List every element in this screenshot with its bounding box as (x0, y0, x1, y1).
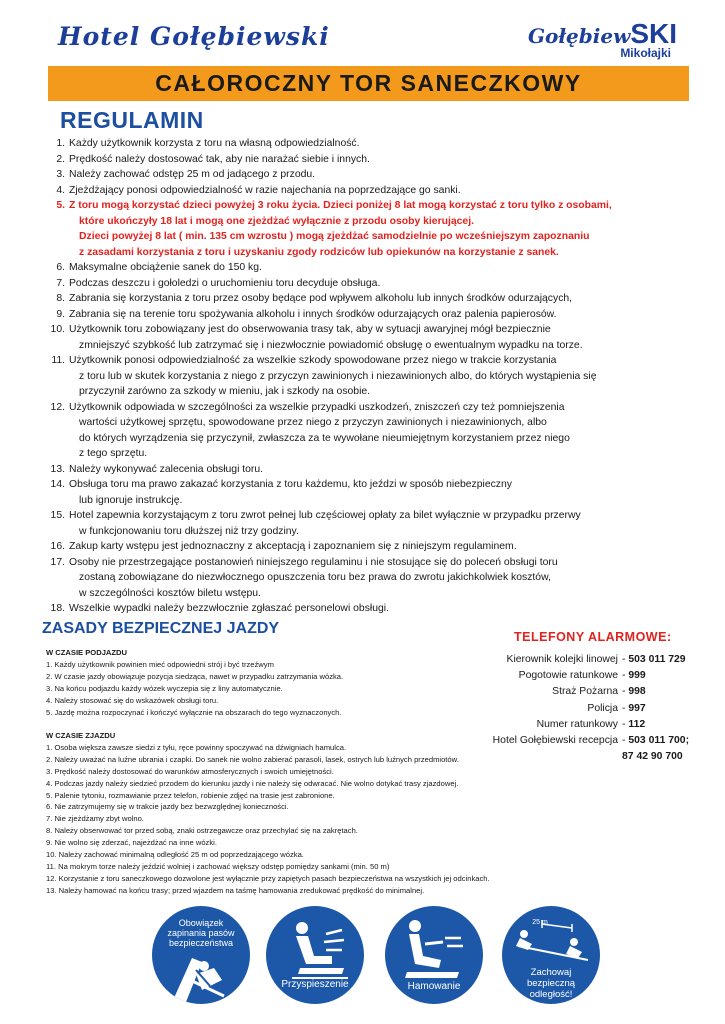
seatbelt-caption-1: Obowiązek (178, 918, 224, 928)
rule-item (40, 307, 680, 323)
rule-item (40, 353, 680, 400)
rule-text-line: Maksymalne obciążenie sanek do 150 kg. (69, 262, 262, 273)
safety-rule-line: 2. Należy uważać na luźne ubrania i czapki. Do sanek nie wolno zabierać parasoli, lasek, ostrych lub luźnych przedmiotów. (46, 754, 459, 764)
rule-text-line: z toru lub w skutek korzystania z niego z przyczyn zawinionych i niezawinionych albo, do których wystąpienia się (79, 370, 597, 382)
phone-name: Numer ratunkowy (536, 718, 618, 730)
rule-text-line: Obsługa toru ma prawo zakazać korzystania z toru każdemu, kto jeździ w sposób niebezpieczny (69, 479, 512, 490)
rule-item (40, 400, 680, 462)
distance-icon (502, 906, 600, 1004)
phone-dash: - (622, 702, 626, 714)
uphill-section (46, 647, 486, 718)
phone-number: 503 011 729 (628, 654, 686, 665)
pictogram-row (0, 906, 725, 1016)
phone-number: 998 (628, 686, 646, 698)
rule-text-line: Dzieci powyżej 8 lat ( min. 135 cm wzrostu ) mogą zjeżdżać samodzielnie po wcześniejszym zapoznaniu (79, 231, 590, 242)
phone-name: Kierownik kolejki linowej (506, 654, 618, 665)
phone-row (440, 717, 710, 733)
ski-logo-ski: SKI (630, 18, 677, 49)
rule-item (40, 136, 680, 152)
rule-text-line: do których wyrządzenia się przyczynił, zwłaszcza za te wywołane nieumiejętnym korzystaniem przez niego (79, 432, 570, 444)
rule-number: 10. (50, 324, 65, 335)
braking-icon (385, 906, 483, 1004)
regulamin-title: REGULAMIN (60, 107, 204, 133)
rule-text-line: Osoby nie przestrzegające postanowień niniejszego regulaminu i nie stosujące się do poleceń obsługi toru (69, 556, 558, 568)
rule-number: 12. (50, 401, 65, 413)
rule-text-line: Użytkownik toru zobowiązany jest do obserwowania trasy tak, aby w sytuacji awaryjnej mógł bezpiecznie (69, 324, 551, 335)
phone-number: 503 011 700; (628, 735, 690, 747)
ski-logo-sub: Mikołajki (620, 46, 671, 60)
safety-rule-line: 4. Należy stosować się do wskazówek obsługi toru. (46, 695, 219, 705)
rule-number: 8. (56, 293, 65, 304)
acceleration-caption: Przyspieszenie (281, 979, 349, 990)
rule-text-line: Zabrania się korzystania z toru przez osoby będące pod wpływem alkoholu lub innych środków odurzających, (69, 293, 573, 304)
rule-number: 16. (50, 541, 65, 552)
phone-row (440, 701, 710, 717)
safety-rules-title: ZASADY BEZPIECZNEJ JAZDY (42, 620, 280, 637)
phone-row (440, 652, 710, 668)
rule-text-line: Użytkownik odpowiada w szczególności za wszelkie przypadki uszkodzeń, zniszczeń czy też pomniejszenia (69, 401, 565, 413)
safety-rule-line: 10. Należy zachować minimalną odległość 25 m od poprzedzającego wózka. (46, 850, 304, 860)
uphill-heading: W CZASIE PODJAZDU (46, 648, 128, 657)
rule-item (40, 183, 680, 199)
rule-number: 7. (56, 277, 65, 289)
phone-name: Policja (587, 702, 618, 714)
rule-item (40, 322, 680, 353)
ski-logo-brand: Gołębiew (527, 24, 631, 48)
rule-number: 18. (50, 603, 65, 614)
rule-item (40, 291, 680, 307)
rule-item (40, 539, 680, 555)
rule-item (40, 276, 680, 292)
rule-number: 11. (51, 355, 65, 366)
rule-item (40, 152, 680, 168)
rule-text-line: Hotel zapewnia korzystającym z toru zwrot pełnej lub częściowej opłaty za bilet wyłącznie w przypadku przerwy (69, 510, 581, 521)
distance-caption-1: Zachowaj (530, 967, 572, 978)
distance-label: 25 m (532, 919, 548, 926)
seatbelt-icon (152, 906, 250, 1004)
phone-row (440, 733, 710, 749)
rule-text-line: Podczas deszczu i gołoledzi o uruchomieniu toru decyduje obsługa. (69, 277, 381, 289)
safety-rule-line: 13. Należy hamować na końcu trasy; przed wjazdem na taśmę hamowania zredukować prędkość do minimalnej. (46, 885, 425, 895)
rule-number: 13. (50, 463, 65, 475)
phone-name: Hotel Gołębiewski recepcja (492, 735, 618, 747)
phones-list (440, 652, 710, 765)
acceleration-icon (266, 906, 364, 1004)
safety-rule-line: 2. W czasie jazdy obowiązuje pozycja siedząca, nawet w przypadku zatrzymania wózka. (46, 671, 344, 681)
phone-dash: - (622, 718, 626, 730)
rule-text-line: Każdy użytkownik korzysta z toru na własną odpowiedzialność. (69, 138, 360, 149)
safety-rule-line: 9. Nie wolno się zderzać, najeżdżać na inne wózki. (46, 838, 217, 848)
phone-dash: - (622, 654, 626, 665)
rule-number: 9. (56, 308, 65, 320)
rule-text-line: z zasadami korzystania z toru i uzyskaniu zgody rodziców lub opiekunów na korzystanie z sanek. (79, 246, 559, 258)
rule-text-line: Należy zachować odstęp 25 m od jadącego z przodu. (69, 169, 316, 180)
phone-name: Straż Pożarna (552, 686, 618, 698)
safety-rule-line: 1. Osoba większa zawsze siedzi z tyłu, ręce powinny spoczywać na dźwigniach hamulca. (46, 742, 347, 752)
rule-text-line: zostaną zobowiązane do niezwłocznego opuszczenia toru bez prawa do zwrotu jakichkolwiek kosztów, (79, 572, 551, 583)
rule-number: 17. (50, 556, 65, 568)
rule-item (40, 198, 680, 260)
rule-text-line: Należy wykonywać zalecenia obsługi toru. (69, 463, 264, 475)
rule-text-line: Wszelkie wypadki należy bezzwłocznie zgłaszać personelowi obsługi. (69, 603, 389, 614)
rule-number: 6. (56, 262, 65, 273)
safety-rule-line: 11. Na mokrym torze należy jeździć wolniej i zachować większy odstęp pomiędzy sankami (min. 50 m) (46, 861, 390, 871)
braking-caption: Hamowanie (407, 981, 461, 992)
phone-number-extra: 87 42 90 700 (622, 751, 683, 763)
rule-number: 4. (56, 184, 65, 196)
rule-number: 14. (50, 479, 65, 490)
rule-item (40, 260, 680, 276)
rule-item (40, 601, 680, 617)
phone-dash: - (622, 670, 626, 682)
hotel-logo: Hotel Gołębiewski (58, 22, 330, 51)
rule-item (40, 555, 680, 602)
rule-text-line: Zjeżdżający ponosi odpowiedzialność w razie najechania na poprzedzające go sanki. (69, 184, 461, 196)
rule-text-line: z tego sprzętu. (79, 448, 148, 459)
safety-rule-line: 12. Korzystanie z toru saneczkowego dozwolone jest wyłącznie przy zapiętych pasach bezpieczeństwa na wszystkich jej odcinkach. (46, 873, 490, 883)
rule-text-line: Użytkownik ponosi odpowiedzialność za wszelkie szkody spowodowane przez niego w trakcie korzystania (69, 355, 557, 366)
rule-number: 1. (56, 138, 65, 149)
rule-text-line: zmniejszyć szybkość lub zatrzymać się i niezwłocznie powiadomić obsługę o ewentualnym wypadku na torze. (79, 339, 583, 351)
rules-list (40, 136, 680, 617)
phone-number: 112 (628, 718, 646, 730)
rule-text-line: które ukończyły 18 lat i mogą one zjeżdżać wyłącznie z przodu osoby kierującej. (79, 215, 474, 227)
ski-logo (528, 18, 677, 60)
rule-text-line: przyczynił zarówno za szkody w mieniu, jak i szkody na osobie. (79, 386, 371, 397)
distance-caption-2: bezpieczną (526, 978, 576, 989)
phone-number: 999 (628, 670, 646, 682)
rule-item (40, 508, 680, 539)
rule-item (40, 462, 680, 478)
rule-text-line: wartości użytkowej sprzętu, spowodowane przez niego z przyczyn zawinionych i niezawinionych, albo (79, 417, 547, 428)
phone-row (440, 684, 710, 700)
safety-rule-line: 8. Należy obserwować tor przed sobą, znaki ostrzegawcze oraz przechylać się na zakrętach. (46, 826, 358, 836)
uphill-list (46, 659, 486, 719)
safety-rule-line: 5. Jazdę można rozpoczynać i kończyć wyłącznie na obszarach do tego wyznaczonych. (46, 707, 342, 717)
phone-dash: - (622, 686, 626, 698)
downhill-heading: W CZASIE ZJAZDU (46, 731, 116, 740)
safety-rule-line: 3. Prędkość należy dostosować do warunków atmosferycznych i swoich umiejętności. (46, 766, 334, 776)
phone-name: Pogotowie ratunkowe (518, 670, 618, 682)
safety-rule-line: 7. Nie zjeżdżamy zbyt wolno. (46, 814, 144, 824)
seatbelt-caption-3: bezpieczeństwa (168, 938, 234, 948)
seatbelt-caption-2: zapinania pasów (167, 928, 235, 938)
safety-rule-line: 4. Podczas jazdy należy siedzieć przodem do kierunku jazdy i nie należy się odwracać. Nie wolno dotykać trasy zjazdowej. (46, 778, 459, 788)
distance-caption-3: odległość! (529, 989, 573, 1000)
safety-rule-line: 1. Każdy użytkownik powinien mieć odpowiedni strój i być trzeźwym (46, 659, 274, 669)
phone-dash: - (622, 735, 626, 747)
rule-number: 2. (56, 153, 65, 165)
rule-item (40, 477, 680, 508)
rule-number: 5. (56, 200, 65, 211)
rule-text-line: w szczególności kosztów biletu wstępu. (79, 587, 261, 599)
rule-text-line: w funkcjonowaniu toru dłuższej niż trzy godziny. (79, 525, 299, 537)
phones-title: TELEFONY ALARMOWE: (514, 630, 672, 644)
safety-rule-line: 5. Palenie tytoniu, rozmawianie przez telefon, robienie zdjęć na trasie jest zabronione. (46, 790, 335, 800)
page-banner: CAŁOROCZNY TOR SANECZKOWY (48, 66, 689, 101)
phone-row (440, 668, 710, 684)
safety-rule-line: 6. Nie zatrzymujemy się w trakcie jazdy bez bezwzględnej konieczności. (46, 802, 289, 812)
rule-number: 15. (50, 510, 65, 521)
safety-rule-line: 3. Na końcu podjazdu każdy wózek wyczepia się z liny automatycznie. (46, 683, 283, 693)
rule-text-line: Prędkość należy dostosować tak, aby nie narażać siebie i innych. (69, 153, 370, 165)
rule-text-line: Zabrania się na terenie toru spożywania alkoholu i innych środków odurzających oraz palenia papierosów. (69, 308, 557, 320)
phone-number: 997 (628, 702, 646, 714)
rule-text-line: Z toru mogą korzystać dzieci powyżej 3 roku życia. Dzieci poniżej 8 lat mogą korzystać z toru tylko z osobami, (69, 200, 612, 211)
rule-item (40, 167, 680, 183)
rule-text-line: lub ignoruje instrukcję. (79, 494, 183, 506)
rule-number: 3. (56, 169, 65, 180)
rule-text-line: Zakup karty wstępu jest jednoznaczny z akceptacją i zapoznaniem się z niniejszym regulaminem. (69, 541, 517, 552)
